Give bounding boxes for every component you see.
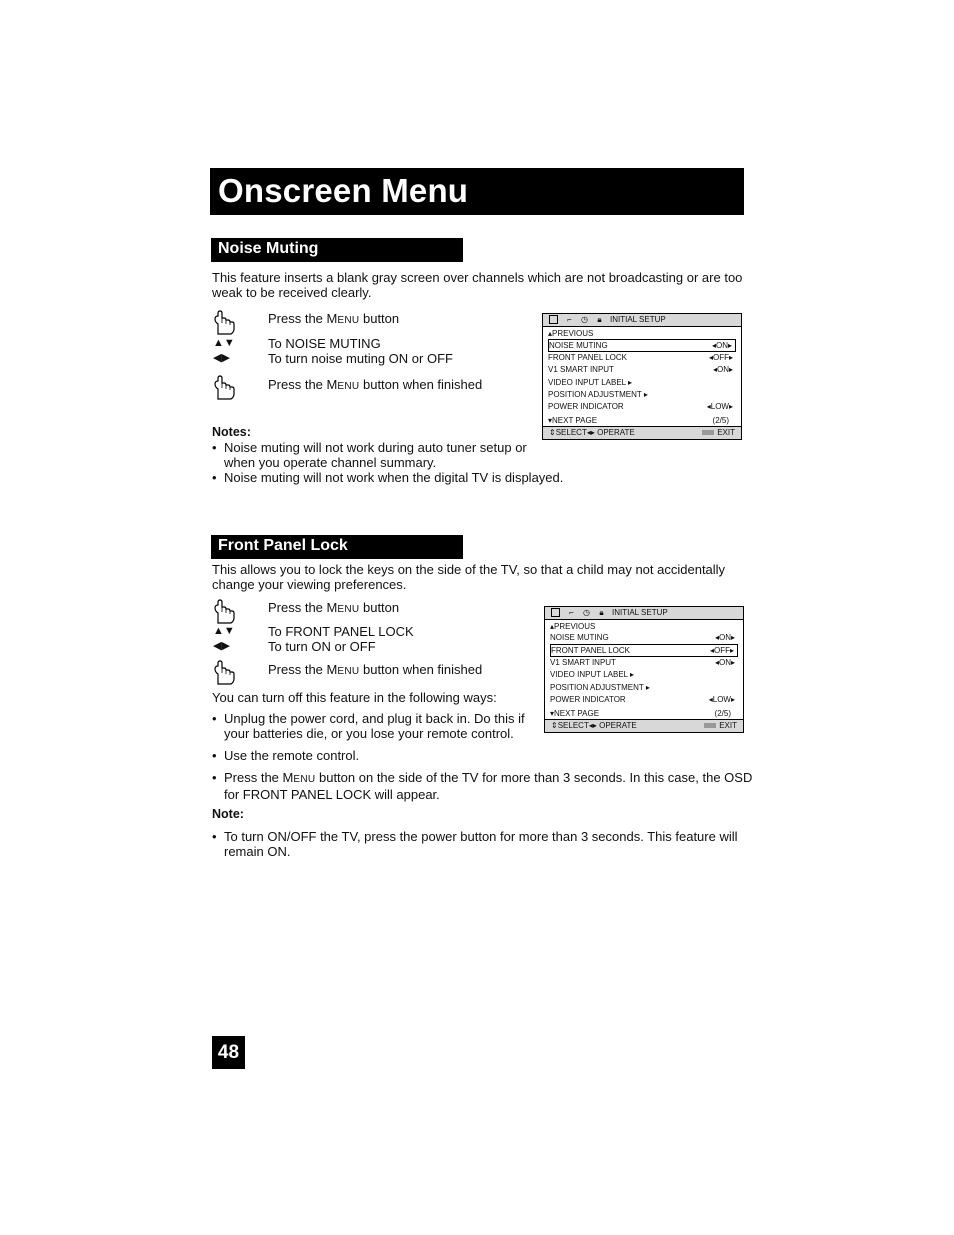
front-panel-lock-heading: Front Panel Lock <box>218 537 348 554</box>
front-panel-lock-heading-bar <box>211 535 463 559</box>
noise-muting-intro: This feature inserts a blank gray screen over channels which are not broadcasting or are too weak to be received clearly. <box>212 270 743 300</box>
osd-item-video-input-label: VIDEO INPUT LABEL ▸ <box>548 378 633 387</box>
nm-note-1: • Noise muting will not work during auto tuner setup or when you operate channel summary. <box>212 440 527 470</box>
nm-step-press-menu: Press the MENU button <box>268 311 400 326</box>
clock-icon: ◷ <box>581 315 588 324</box>
osd-screen-front-panel-lock <box>544 606 744 733</box>
lock-icon: 🔒︎ <box>597 315 602 324</box>
nm-step-toggle: To turn noise muting ON or OFF <box>268 351 453 366</box>
osd-footer: ⇕SELECT◂▸ OPERATE EXIT <box>543 426 741 439</box>
lock-icon: 🔒︎ <box>599 608 604 617</box>
fpl-way-1: • Unplug the power cord, and plug it back in. Do this if your batteries die, or you lose your remote control. <box>212 711 525 741</box>
fpl-intro: This allows you to lock the keys on the side of the TV, so that a child may not accidentally change your viewing preferences. <box>212 562 726 592</box>
nm-step-select: To NOISE MUTING <box>268 336 381 351</box>
osd-header: ⌐ ◷ 🔒︎ INITIAL SETUP <box>545 607 743 620</box>
osd-item-position-adjustment: POSITION ADJUSTMENT ▸ <box>548 390 648 399</box>
page-tab-icon: ⌐ <box>569 608 574 617</box>
fpl-note-label: Note: <box>212 807 244 821</box>
nm-step-finish: Press the MENU button when finished <box>268 377 483 392</box>
osd-previous: ▴PREVIOUS <box>550 622 596 631</box>
fpl-step-press-menu: Press the MENU button <box>268 600 400 615</box>
fpl-turn-off-intro: You can turn off this feature in the following ways: <box>212 690 497 705</box>
osd-item-video-input-label: VIDEO INPUT LABEL ▸ <box>550 670 635 679</box>
page-title-bar <box>210 168 744 215</box>
hand-press-icon <box>212 660 236 686</box>
osd-item-noise-muting: NOISE MUTING ◂ON▸ <box>550 633 735 642</box>
osd-item-v1-smart-input: V1 SMART INPUT ◂ON▸ <box>550 658 735 667</box>
noise-muting-heading-bar <box>211 238 463 262</box>
osd-item-power-indicator: POWER INDICATOR ◂LOW▸ <box>550 695 735 704</box>
nm-notes-label: Notes: <box>212 425 251 439</box>
fpl-step-select: To FRONT PANEL LOCK <box>268 624 414 639</box>
up-down-arrows-icon: ▲▼ <box>213 337 235 349</box>
osd-header: ⌐ ◷ 🔒︎ INITIAL SETUP <box>543 314 741 327</box>
up-down-arrows-icon: ▲▼ <box>213 625 235 637</box>
nm-note-2: • Noise muting will not work when the digital TV is displayed. <box>212 470 564 485</box>
left-right-arrows-icon: ◀▶ <box>213 640 230 652</box>
clock-icon: ◷ <box>583 608 590 617</box>
osd-next-page: ▾NEXT PAGE (2/5) <box>548 416 729 425</box>
osd-item-power-indicator: POWER INDICATOR ◂LOW▸ <box>548 402 733 411</box>
menu-tab-icon <box>551 608 560 617</box>
osd-item-noise-muting: NOISE MUTING ◂ON▸ <box>548 339 736 352</box>
osd-item-front-panel-lock: FRONT PANEL LOCK ◂OFF▸ <box>548 353 733 362</box>
hand-press-icon <box>212 375 236 401</box>
fpl-way-2: • Use the remote control. <box>212 748 360 763</box>
osd-screen-noise-muting <box>542 313 742 440</box>
page-tab-icon: ⌐ <box>567 315 572 324</box>
hand-press-icon <box>212 599 236 625</box>
osd-previous: ▴PREVIOUS <box>548 329 594 338</box>
page-number: 48 <box>212 1036 245 1069</box>
noise-muting-heading: Noise Muting <box>218 240 319 257</box>
osd-item-position-adjustment: POSITION ADJUSTMENT ▸ <box>550 683 650 692</box>
fpl-way-3: • Press the MENU button on the side of the TV for more than 3 seconds. In this case, the OSD for FRONT PANEL LOCK will appear. <box>212 770 753 802</box>
osd-item-front-panel-lock: FRONT PANEL LOCK ◂OFF▸ <box>550 644 738 657</box>
fpl-step-toggle: To turn ON or OFF <box>268 639 376 654</box>
osd-item-v1-smart-input: V1 SMART INPUT ◂ON▸ <box>548 365 733 374</box>
fpl-note-1: • To turn ON/OFF the TV, press the power button for more than 3 seconds. This feature will remain ON. <box>212 829 738 859</box>
osd-next-page: ▾NEXT PAGE (2/5) <box>550 709 731 718</box>
osd-footer: ⇕SELECT◂▸ OPERATE EXIT <box>545 719 743 732</box>
page-title: Onscreen Menu <box>218 172 469 209</box>
left-right-arrows-icon: ◀▶ <box>213 352 230 364</box>
menu-tab-icon <box>549 315 558 324</box>
hand-press-icon <box>212 310 236 336</box>
fpl-step-finish: Press the MENU button when finished <box>268 662 483 677</box>
